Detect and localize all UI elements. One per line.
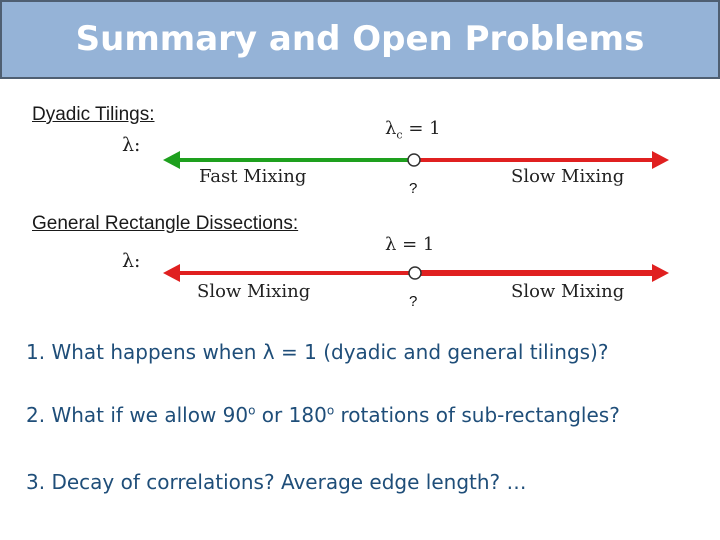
general-left-arrowhead	[163, 264, 180, 282]
question-2	[26, 403, 620, 427]
question-2-text-c: rotations of sub-rectangles?	[334, 403, 620, 427]
question-2-sup-a: o	[248, 403, 256, 418]
question-3-number: 3.	[26, 470, 46, 494]
page-title: Summary and Open Problems	[75, 19, 645, 59]
question-2-text-b: or 180	[255, 403, 327, 427]
general-right-label: Slow Mixing	[511, 281, 625, 302]
dyadic-question-mark: ?	[409, 180, 418, 197]
dyadic-lambda-symbol: λ:	[122, 134, 141, 156]
dyadic-right-label: Slow Mixing	[511, 166, 625, 187]
general-heading: General Rectangle Dissections:	[32, 213, 299, 234]
question-1	[26, 340, 608, 364]
general-critical-point	[409, 267, 421, 279]
question-3-text: Decay of correlations? Average edge length? …	[51, 470, 527, 494]
question-2-number: 2.	[26, 403, 46, 427]
general-lambda-symbol: λ:	[122, 250, 141, 272]
general-right-arrowhead	[652, 264, 669, 282]
question-2-sup-b: o	[326, 403, 335, 418]
general-left-label: Slow Mixing	[197, 281, 311, 302]
question-2-text-a: What if we allow 90	[51, 403, 249, 427]
dyadic-heading: Dyadic Tilings:	[32, 104, 155, 125]
general-critical-label: λ = 1	[385, 234, 435, 255]
general-question-mark: ?	[409, 293, 418, 310]
dyadic-left-label: Fast Mixing	[199, 166, 307, 187]
dyadic-right-arrowhead	[652, 151, 669, 169]
question-1-number: 1.	[26, 340, 46, 364]
dyadic-critical-point	[408, 154, 420, 166]
question-3	[26, 470, 527, 494]
dyadic-left-arrowhead	[163, 151, 180, 169]
question-1-text: What happens when λ = 1 (dyadic and general tilings)?	[51, 340, 609, 364]
dyadic-critical-label: $\lambda_c = 1$	[385, 118, 441, 142]
